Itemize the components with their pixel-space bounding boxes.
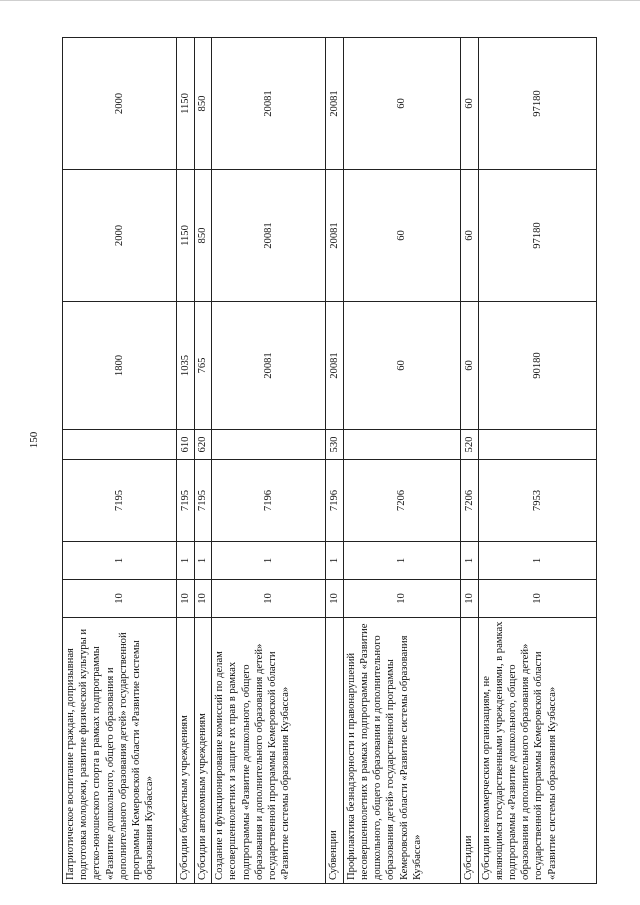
amount-year-1: 1800 [63,302,177,430]
section-code: 10 [177,580,195,618]
amount-year-2: 60 [343,170,460,302]
table-row [63,38,177,884]
table-row [326,38,344,884]
row-name: Создание и функционирование комиссий по делам несовершеннолетних и защите их прав в рамках подпрограммы «Развитие дошкольного, общего образования и дополнительного образования детей» государственной программы Кемеровской области «Развитие системы образования Кузбасса» [212,618,326,884]
table-row [343,38,460,884]
target-article-code: 7953 [478,460,596,542]
budget-table [62,37,597,884]
amount-year-1: 1035 [177,302,195,430]
row-name: Субсидии [460,618,478,884]
expense-type-code: 620 [194,430,212,460]
target-article-code: 7195 [177,460,195,542]
section-code: 10 [194,580,212,618]
amount-year-2: 850 [194,170,212,302]
amount-year-1: 20081 [326,302,344,430]
expense-type-code: 610 [177,430,195,460]
section-code: 10 [63,580,177,618]
table-row [177,38,195,884]
page-number: 150 [28,431,40,449]
amount-year-1: 20081 [212,302,326,430]
amount-year-2: 2000 [63,170,177,302]
amount-year-3: 20081 [326,38,344,170]
expense-type-code [478,430,596,460]
amount-year-3: 850 [194,38,212,170]
amount-year-3: 60 [343,38,460,170]
amount-year-3: 1150 [177,38,195,170]
amount-year-2: 97180 [478,170,596,302]
target-article-code: 7206 [343,460,460,542]
amount-year-2: 20081 [212,170,326,302]
target-article-code: 7195 [194,460,212,542]
amount-year-2: 60 [460,170,478,302]
target-article-code: 7196 [326,460,344,542]
row-name: Патриотическое воспитание граждан, допризывная подготовка молодежи, развитие физической культуры и детско-юношеского спорта в рамках подпрограммы «Развитие дошкольного, общего образования и дополнительного образования детей» государственной программы Кемеровской области «Развитие системы образования Кузбасса» [63,618,177,884]
amount-year-3: 97180 [478,38,596,170]
table-row [460,38,478,884]
amount-year-2: 1150 [177,170,195,302]
table-row [212,38,326,884]
expense-type-code [343,430,460,460]
scan-edge-line [0,0,640,1]
row-name: Субсидии автономным учреждениям [194,618,212,884]
amount-year-1: 60 [460,302,478,430]
section-code: 10 [343,580,460,618]
target-article-code: 7206 [460,460,478,542]
section-code: 10 [326,580,344,618]
subsection-code: 1 [326,542,344,580]
rotated-table-container [62,38,597,884]
table-row [194,38,212,884]
subsection-code: 1 [63,542,177,580]
amount-year-3: 60 [460,38,478,170]
amount-year-3: 2000 [63,38,177,170]
target-article-code: 7195 [63,460,177,542]
subsection-code: 1 [177,542,195,580]
amount-year-1: 60 [343,302,460,430]
target-article-code: 7196 [212,460,326,542]
subsection-code: 1 [212,542,326,580]
amount-year-1: 765 [194,302,212,430]
subsection-code: 1 [343,542,460,580]
amount-year-3: 20081 [212,38,326,170]
section-code: 10 [478,580,596,618]
section-code: 10 [212,580,326,618]
expense-type-code [63,430,177,460]
section-code: 10 [460,580,478,618]
row-name: Субвенции [326,618,344,884]
subsection-code: 1 [194,542,212,580]
expense-type-code: 520 [460,430,478,460]
expense-type-code [212,430,326,460]
subsection-code: 1 [460,542,478,580]
amount-year-2: 20081 [326,170,344,302]
row-name: Субсидии некоммерческим организациям, не являющимся государственными учреждениями, в рамках подпрограммы «Развитие дошкольного, общего образования и дополнительного образования детей» государственной программы Кемеровской области «Развитие системы образования Кузбасса» [478,618,596,884]
row-name: Субсидии бюджетным учреждениям [177,618,195,884]
expense-type-code: 530 [326,430,344,460]
row-name: Профилактика безнадзорности и правонарушений несовершеннолетних в рамках подпрограммы «Развитие дошкольного, общего образования и дополнительного образования детей» государственной программы Кемеровской области «Развитие системы образования Кузбасса» [343,618,460,884]
subsection-code: 1 [478,542,596,580]
amount-year-1: 90180 [478,302,596,430]
table-row [478,38,596,884]
